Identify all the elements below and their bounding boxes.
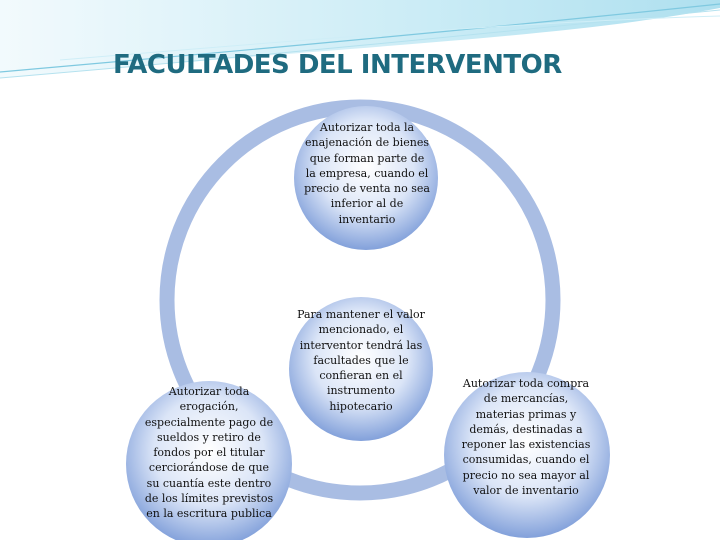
page-title: FACULTADES DEL INTERVENTOR <box>113 50 562 80</box>
top-node-text: Autorizar toda la enajenación de bienes que forman parte de la empresa, cuando el precio de venta no sea inferior al de inventario <box>304 121 430 226</box>
center-node-text: Para mantener el valor mencionado, el interventor tendrá las facultades que le confieran en el instrumento hipotecario <box>297 308 425 413</box>
right-node-text: Autorizar toda compra de mercancías, materias primas y demás, destinadas a reponer las existencias consumidas, cuando el precio no sea mayor al valor de inventario <box>461 377 591 498</box>
left-node-text: Autorizar toda erogación, especialmente pago de sueldos y retiro de fondos por el titular cerciorándose de que su cuantía este dentro de los límites previstos en la escritura publica <box>144 385 274 521</box>
